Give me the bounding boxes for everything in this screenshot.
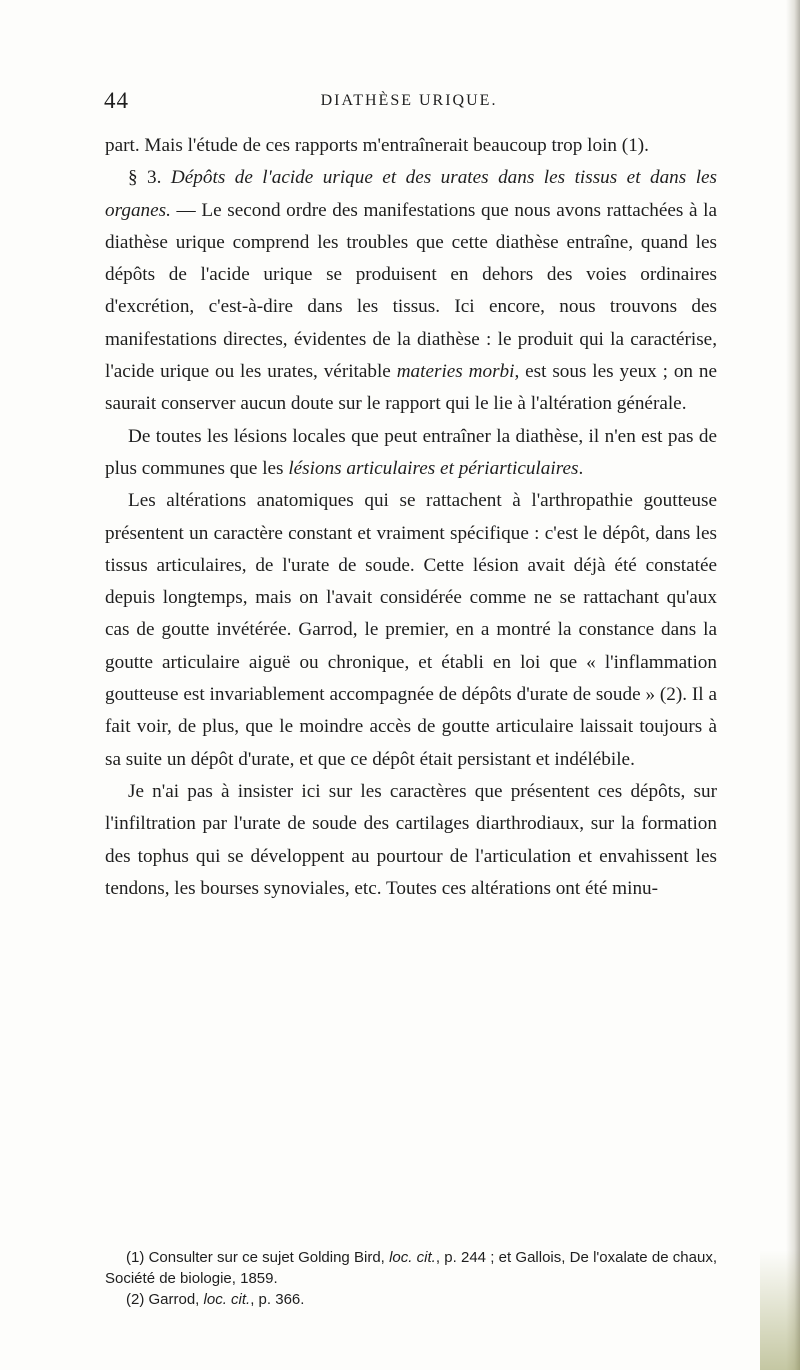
section-title: Dépôts de l'acide urique et des urates dans les tissus et dans les organes. xyxy=(105,167,718,221)
footnote-1-italic: loc. cit. xyxy=(389,1249,436,1266)
paragraph-3-italic: lésions articulaires et périarticulaires xyxy=(288,457,579,479)
paragraph-2-text-a: — Le second ordre des manifestations que nous avons rattachées à la diathèse urique comprend les troubles que cette diathèse entraîne, quand les dépôts de l'acide urique se produisent en dehors des voies ordinaires d'excrétion, c'est-à-dire dans les tissus. Ici encore, nous trouvons des manifestations directes, évidentes de la diathèse : le produit qui la caractérise, l'acide urique ou les urates, véritable xyxy=(105,199,717,383)
paragraph-2-italic: materies morbi xyxy=(396,361,515,383)
paragraph-3 xyxy=(105,421,717,486)
paragraph-1 xyxy=(105,130,717,162)
paragraph-5 xyxy=(105,776,717,905)
running-title: DIATHÈSE URIQUE. xyxy=(320,92,498,109)
footnotes xyxy=(105,1247,717,1310)
paragraph-3-end: . xyxy=(578,457,584,479)
page-header xyxy=(104,88,714,118)
paragraph-5-text: Je n'ai pas à insister ici sur les caractères que présentent ces dépôts, sur l'infiltration par l'urate de soude des cartilages diarthrodiaux, sur la formation des tophus qui se développent au pourtour de l'articulation et envahissent les tendons, les bourses synoviales, etc. Toutes ces altérations ont été minu- xyxy=(105,780,717,899)
paragraph-3-text: De toutes les lésions locales que peut entraîner la diathèse, il n'en est pas de plus communes que les xyxy=(105,425,717,479)
page-corner-stain xyxy=(760,1250,800,1370)
body-text xyxy=(105,130,717,905)
footnote-2-text-a: (2) Garrod, xyxy=(126,1291,204,1308)
page-edge-shadow xyxy=(786,0,800,1370)
paragraph-4-text: Les altérations anatomiques qui se rattachent à l'arthropathie goutteuse présentent un caractère constant et vraiment spécifique : c'est le dépôt, dans les tissus articulaires, de l'urate de soude. Cette lésion avait déjà été constatée depuis longtemps, mais on l'avait considérée comme ne se rattachant qu'aux cas de goutte invétérée. Garrod, le premier, en a montré la constance dans la goutte articulaire aiguë ou chronique, et établi en loi que « l'inflammation goutteuse est invariablement accompagnée de dépôts d'urate de soude » (2). Il a fait voir, de plus, que le moindre accès de goutte articulaire laissait toujours à sa suite un dépôt d'urate, et que ce dépôt était persistant et indélébile. xyxy=(105,490,717,770)
footnote-2 xyxy=(105,1289,717,1310)
footnote-2-italic: loc. cit. xyxy=(203,1291,251,1308)
footnote-2-text-b: , p. 366. xyxy=(250,1291,305,1308)
paragraph-2 xyxy=(105,162,717,420)
paragraph-1-text: part. Mais l'étude de ces rapports m'entraînerait beaucoup trop loin (1). xyxy=(105,135,649,156)
footnote-1 xyxy=(105,1247,717,1289)
footnote-1-text-b: , p. 244 ; et Gallois, De l'oxalate de chaux, Société de biologie, 1859. xyxy=(105,1249,717,1287)
paragraph-4 xyxy=(105,485,717,776)
page-number: 44 xyxy=(104,88,129,113)
footnote-1-text-a: (1) Consulter sur ce sujet Golding Bird, xyxy=(126,1249,390,1266)
section-number: § 3. xyxy=(128,167,162,189)
paragraph-2-text-b: , est sous les yeux ; on ne saurait conserver aucun doute sur le rapport qui le lie à l'altération générale. xyxy=(105,361,717,415)
